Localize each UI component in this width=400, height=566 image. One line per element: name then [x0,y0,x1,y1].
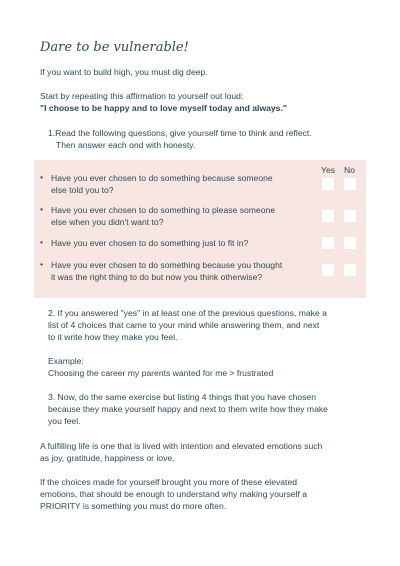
example-label: Example: [48,356,84,366]
yes-column-header: Yes [321,165,336,175]
question-1-no-checkbox[interactable] [344,178,356,190]
affirmation-quote: "I choose to be happy and to love myself today and always." [40,103,287,113]
step1-line2: Then answer each ond with honesty. [56,140,196,150]
closing2-line1: If the choices made for yourself brought you more of these elevated [40,477,298,487]
closing2-line3: PRIORITY is something you must do more often. [40,501,227,511]
page-title: Dare to be vulnerable! [40,40,189,55]
step3-line2: because they make yourself happy and next to them write how they make [48,404,328,414]
question-2-yes-checkbox[interactable] [322,210,334,222]
question-2-line2: else when you didn't want to? [51,217,164,227]
step1-line1: 1.Read the following questions, give yourself time to think and reflect. [48,128,312,138]
question-3-yes-checkbox[interactable] [322,237,334,249]
bullet-icon: • [40,237,44,247]
intro-text: If you want to build high, you must dig deep. [40,67,208,77]
affirmation-lead: Start by repeating this affirmation to yourself out loud: [40,91,244,101]
example-text: Choosing the career my parents wanted for me > frustrated [48,368,274,378]
question-2-no-checkbox[interactable] [344,210,356,222]
step2-line2: list of 4 choices that came to your mind while answering them, and next [48,320,320,330]
question-3-line1: Have you ever chosen to do something just to fit in? [51,238,249,248]
question-1-yes-checkbox[interactable] [322,178,334,190]
question-4-line2: it was the right thing to do but now you think otherwise? [51,272,263,282]
question-4-yes-checkbox[interactable] [322,264,334,276]
question-3-no-checkbox[interactable] [344,237,356,249]
step3-line3: you feel. [48,416,81,426]
question-1-line1: Have you ever chosen to do something because someone [51,173,273,183]
question-4-no-checkbox[interactable] [344,264,356,276]
question-2-line1: Have you ever chosen to do something to please someone [51,205,276,215]
closing1-line2: as joy, gratitude, happiness or love. [40,453,175,463]
bullet-icon: • [40,204,44,214]
no-column-header: No [344,165,355,175]
step2-line1: 2. If you answered "yes" in at least one of the previous questions, make a [48,308,327,318]
step3-line1: 3. Now, do the same exercise but listing 4 things that you have chosen [48,392,316,402]
closing2-line2: emotions, that should be enough to understand why making yourself a [40,489,308,499]
question-1-line2: else told you to? [51,185,114,195]
question-4-line1: Have you ever chosen to do something because you thought [51,260,283,270]
closing1-line1: A fulfilling life is one that is lived with intention and elevated emotions such [40,441,323,451]
bullet-icon: • [40,172,44,182]
step2-line3: to it write how they make you feel. [48,332,178,342]
bullet-icon: • [40,259,44,269]
